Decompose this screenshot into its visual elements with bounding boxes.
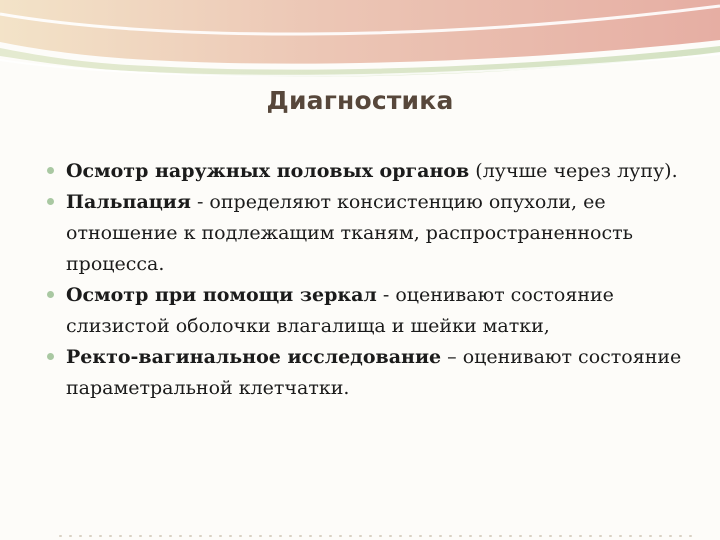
bullet-term: Пальпация [66, 191, 191, 213]
bullet-item [46, 187, 686, 280]
bullet-icon [47, 291, 54, 298]
bullet-icon [47, 198, 54, 205]
decorative-bottom-dots [0, 528, 720, 540]
slide-title: Диагностика [266, 86, 454, 115]
bullet-term: Осмотр наружных половых органов [66, 160, 470, 182]
bullet-text: (лучше через лупу). [469, 160, 678, 182]
bullet-text: - оценивают состояние слизистой оболочки влагалища и шейки матки, [66, 284, 614, 337]
bullet-text: – оценивают состояние параметральной клетчатки. [66, 346, 682, 399]
bullet-item [46, 156, 686, 187]
bullet-item [46, 342, 686, 404]
bullet-text: - определяют консистенцию опухоли, ее отношение к подлежащим тканям, распространенность процесса. [66, 191, 633, 275]
bullet-item [46, 280, 686, 342]
bullet-term: Осмотр при помощи зеркал [66, 284, 377, 306]
bullet-term: Ректо-вагинальное исследование [66, 346, 442, 368]
bullet-list [46, 156, 686, 404]
bullet-icon [47, 167, 54, 174]
bullet-icon [47, 353, 54, 360]
